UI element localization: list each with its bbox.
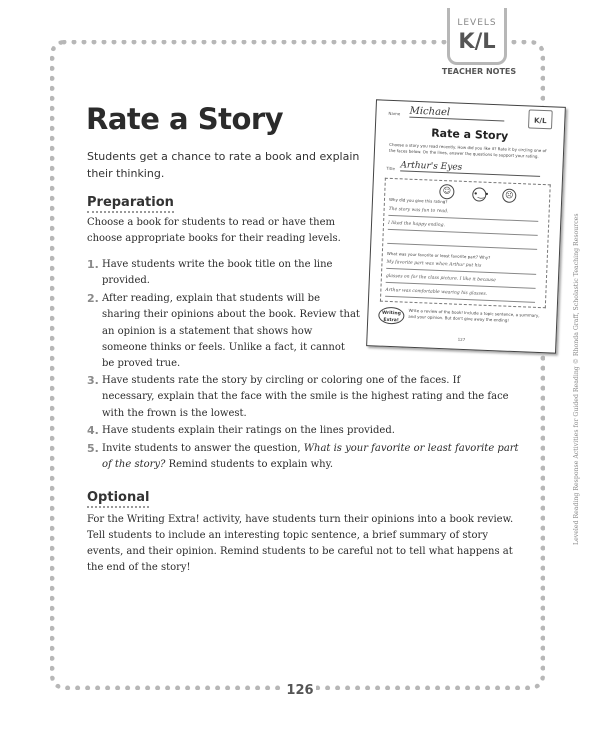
step-2-number: 2.: [87, 292, 99, 305]
worksheet-title: Rate a Story: [430, 126, 509, 143]
worksheet-answer-2-line-2: glasses on for the class picture. I like it because: [386, 272, 536, 289]
worksheet-answer-2-line-3: Arthur was comfortable wearing his glasses.: [385, 286, 535, 303]
step-5-number: 5.: [87, 442, 99, 455]
teacher-notes-label: TEACHER NOTES: [441, 67, 517, 76]
writing-extra-logo: Writing Extra!: [378, 307, 405, 325]
levels-tab: [447, 8, 507, 65]
worksheet-answer-1-line-1: The story was fun to read.: [388, 205, 538, 222]
step-1: [87, 257, 360, 290]
neutral-face-icon: •‿•: [472, 187, 487, 202]
worksheet-name-label: Name: [388, 110, 401, 117]
frown-face-icon: ☹: [502, 188, 517, 203]
step-5-question: What is your favorite or least favorite part of the story?: [102, 443, 519, 471]
levels-label: LEVELS: [457, 18, 497, 28]
worksheet-answer-2-line-1: My favorite part was when Arthur put his: [386, 258, 536, 275]
worksheet-question-1: Why did you give this rating?: [388, 196, 448, 205]
step-1-number: 1.: [87, 258, 99, 271]
smile-face-icon: ☺: [439, 184, 455, 200]
page-number: 126: [284, 683, 316, 698]
step-2: [87, 291, 360, 372]
step-3-number: 3.: [87, 374, 99, 387]
step-2-text: After reading, explain that students will be sharing their opinions about the book. Review that an opinion is a statement that shows how someone thinks or feels. Unlike a fact, it cannot be proved true.: [102, 293, 360, 370]
step-5: [87, 441, 522, 474]
step-3: [87, 373, 514, 422]
step-5-text-before: Invite students to answer the question,: [102, 443, 304, 454]
preparation-text: Choose a book for students to read or have them choose appropriate books for their reading levels.: [87, 217, 341, 244]
worksheet-level: K/L: [528, 109, 553, 129]
optional-text: For the Writing Extra! activity, have students turn their opinions into a book review. Tell students to include an interesting topic sentence, a brief summary of story events, and their opinion. Remind students to be careful not to tell what happens at the end of the story!: [87, 514, 514, 573]
preparation-heading: Preparation: [87, 195, 174, 213]
intro-text: Students get a chance to rate a book and explain their thinking.: [87, 150, 360, 180]
worksheet-page-number: 127: [457, 336, 466, 343]
step-4-text: Have students explain their ratings on the lines provided.: [102, 425, 395, 436]
copyright-sidebar: Leveled Reading Response Activities for Guided Reading © Rhonda Graff, Scholastic Teaching Resources: [573, 213, 580, 545]
worksheet-preview: [366, 99, 566, 353]
step-5-text-after: Remind students to explain why.: [165, 459, 334, 471]
step-3-text: Have students rate the story by circling or coloring one of the faces. If necessary, explain that the face with the smile is the highest rating and the face with the frown is the lowest.: [102, 375, 509, 419]
step-1-text: Have students write the book title on the line provided.: [102, 259, 333, 287]
worksheet-title-label: Title: [386, 165, 395, 172]
levels-value: K/L: [458, 29, 496, 53]
worksheet-question-2: What was your favorite or least favorite part? Why?: [386, 250, 491, 260]
step-4-number: 4.: [87, 424, 99, 437]
worksheet-instructions: Choose a story you read recently. How did you like it? Rate it by circling one of the faces below. On the lines, answer the questions to support your rating.: [388, 141, 547, 159]
optional-heading: Optional: [87, 490, 149, 508]
worksheet-answer-1-line-2: I liked the happy ending.: [388, 219, 538, 236]
worksheet-name-value: Michael: [409, 106, 504, 122]
page-title: Rate a Story: [86, 102, 284, 136]
writing-extra-text: Write a review of the book! Include a topic sentence, a summary, and your opinion. But don't give away the ending!: [408, 307, 540, 323]
step-4: [87, 423, 514, 439]
worksheet-book-title: Arthur's Eyes: [400, 160, 540, 177]
